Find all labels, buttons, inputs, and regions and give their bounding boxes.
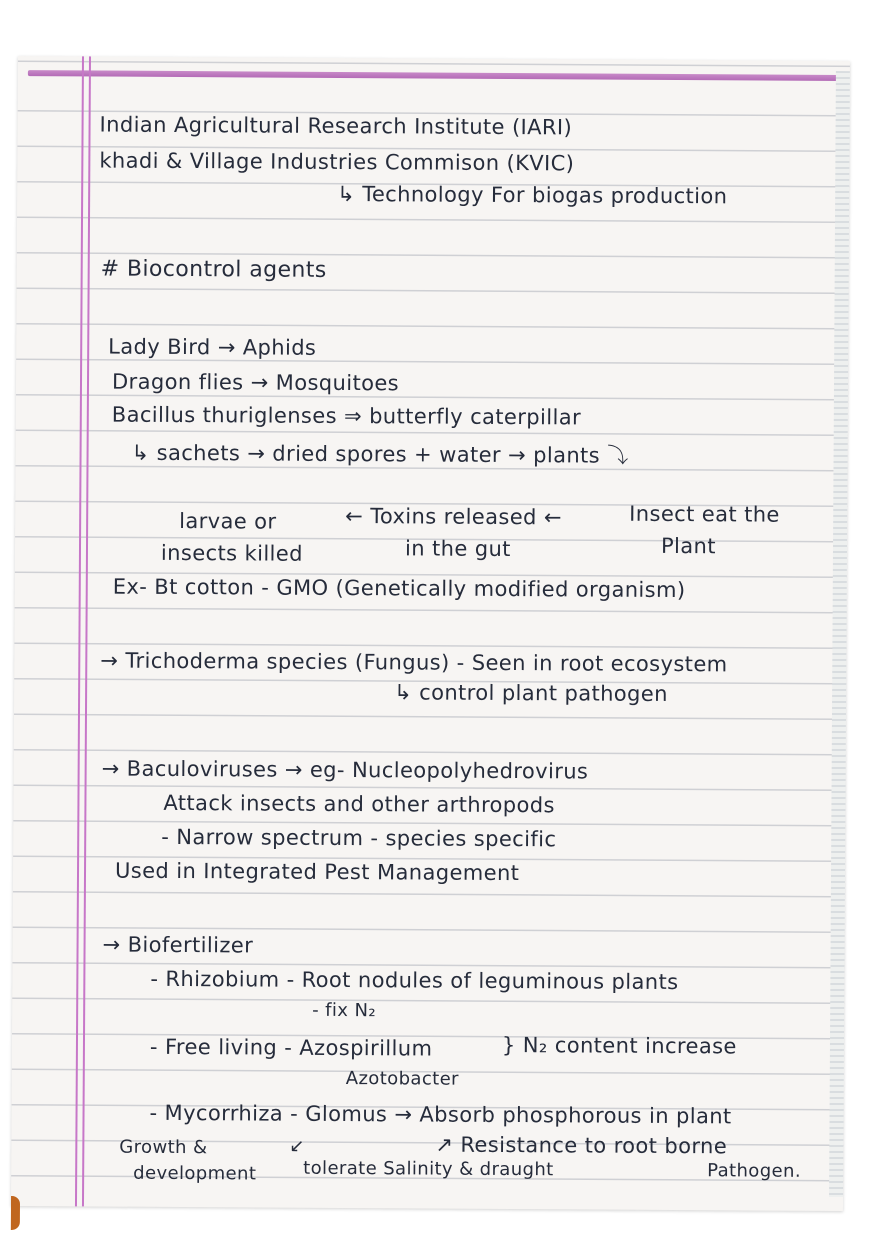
line-growth: Growth &	[119, 1136, 208, 1159]
page-edge-stack	[829, 71, 850, 1197]
heading-biocontrol-agents: # Biocontrol agents	[100, 256, 327, 283]
line-development: development	[133, 1162, 257, 1185]
line-baculoviruses: → Baculoviruses → eg- Nucleopolyhedrovirus	[101, 756, 589, 784]
line-insect-eat: Insect eat the	[629, 501, 780, 527]
line-azotobacter: Azotobacter	[345, 1068, 459, 1090]
line-free-living: - Free living - Azospirillum	[149, 1034, 433, 1061]
line-iari: Indian Agricultural Research Institute (IARI)	[99, 112, 573, 140]
line-control-pathogen: ↳ control plant pathogen	[394, 680, 668, 706]
line-attack-insects: Attack insects and other arthropods	[163, 790, 555, 818]
line-bt-cotton: Ex- Bt cotton - GMO (Genetically modified organism)	[112, 574, 686, 603]
line-biogas-technology: ↳ Technology For biogas production	[337, 181, 728, 209]
notebook-page	[11, 56, 850, 1211]
line-pathogen: Pathogen.	[707, 1160, 802, 1182]
line-dragon-flies: Dragon flies → Mosquitoes	[111, 369, 400, 396]
line-larvae-or: larvae or	[179, 508, 277, 534]
line-tolerate-salinity: tolerate Salinity & draught	[303, 1157, 554, 1181]
line-in-the-gut: in the gut	[404, 536, 511, 562]
left-margin-line	[75, 56, 91, 1206]
line-sachets: ↳ sachets → dried spores + water → plants ⤵	[131, 440, 629, 468]
line-lady-bird: Lady Bird → Aphids	[108, 334, 317, 360]
line-narrow-spectrum: - Narrow spectrum - species specific	[161, 824, 557, 852]
line-rhizobium: - Rhizobium - Root nodules of leguminous plants	[150, 966, 679, 995]
arrow-down-left-icon: ↙	[289, 1135, 305, 1157]
line-mycorrhiza: - Mycorrhiza - Glomus → Absorb phosphorous in plant	[149, 1100, 732, 1129]
line-bacillus: Bacillus thuriglenses ⇒ butterfly caterpillar	[111, 402, 582, 430]
line-integrated-pest-management: Used in Integrated Pest Management	[114, 858, 520, 886]
line-resistance: ↗ Resistance to root borne	[435, 1132, 728, 1159]
line-kvic: khadi & Village Industries Commison (KVIC)	[99, 148, 575, 176]
line-insects-killed: insects killed	[160, 540, 303, 566]
top-margin-stripe	[28, 70, 844, 81]
binder-ring-icon	[11, 1196, 20, 1230]
line-n2-content-increase: } N₂ content increase	[501, 1032, 737, 1059]
heading-biofertilizer: → Biofertilizer	[102, 932, 254, 958]
line-fix-n2: - fix N₂	[312, 999, 377, 1022]
line-plant: Plant	[660, 533, 717, 559]
line-trichoderma: → Trichoderma species (Fungus) - Seen in root ecosystem	[100, 648, 728, 677]
line-toxins-released: ← Toxins released ←	[345, 504, 562, 530]
